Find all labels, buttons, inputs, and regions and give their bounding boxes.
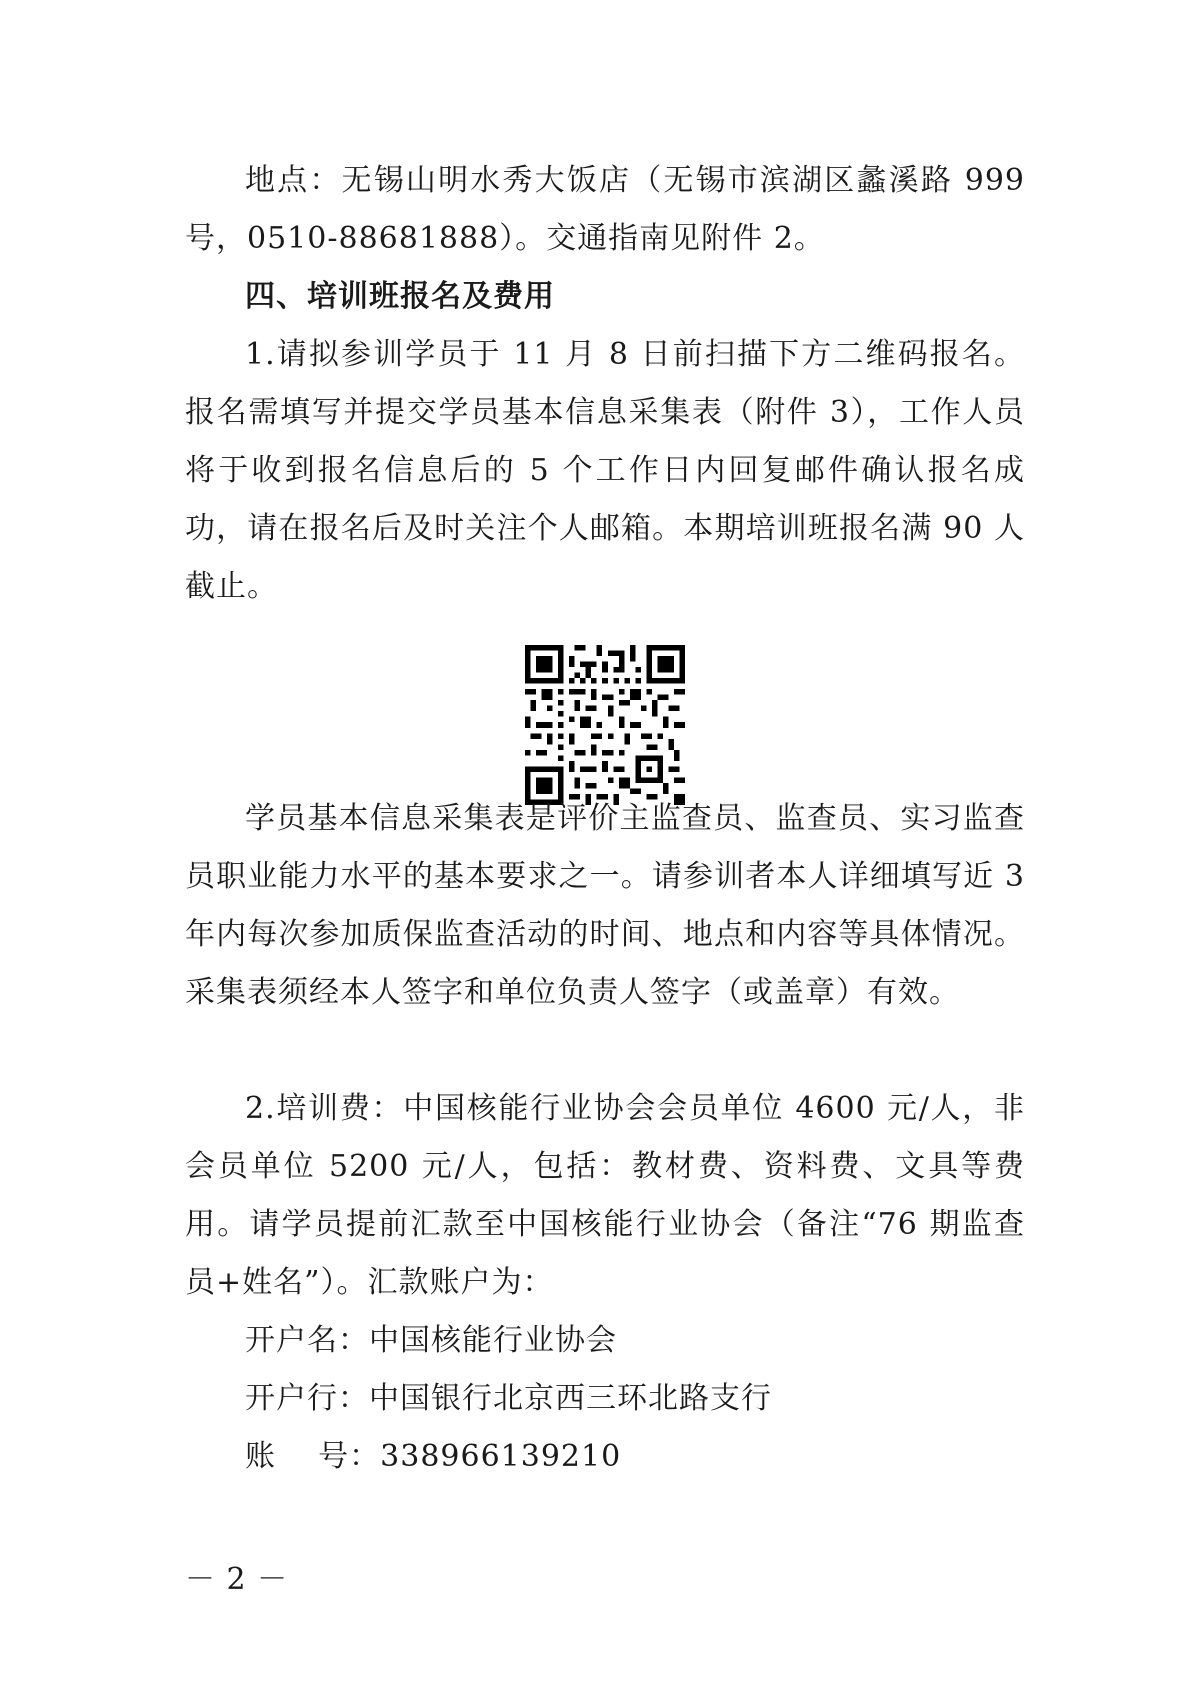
account-name: 开户名：中国核能行业协会: [245, 1323, 617, 1358]
fees-paragraph: 2.培训费：中国核能行业协会会员单位 4600 元/人，非会员单位 5200 元/人，包括：教材费、资料费、文具等费用。请学员提前汇款至中国核能行业协会（备注“76 期监查员+姓名”）。汇款账户为：: [185, 1091, 1025, 1300]
page-number: － 2 －: [185, 1562, 289, 1597]
account-bank: 开户行：中国银行北京西三环北路支行: [245, 1381, 772, 1416]
section-heading-registration: 四、培训班报名及费用: [245, 279, 555, 314]
form-note-paragraph: 学员基本信息采集表是评价主监查员、监查员、实习监查员职业能力水平的基本要求之一。请参训者本人详细填写近 3 年内每次参加质保监查活动的时间、地点和内容等具体情况。采集表须经本人签字和单位负责人签字（或盖章）有效。: [185, 801, 1025, 1010]
account-number: 账 号：338966139210: [245, 1439, 622, 1474]
location-paragraph: 地点：无锡山明水秀大饭店（无锡市滨湖区蠡溪路 999 号，0510-88681888）。交通指南见附件 2。: [185, 163, 1025, 256]
registration-qr-code[interactable]: [525, 645, 685, 805]
registration-paragraph: 1.请拟参训学员于 11 月 8 日前扫描下方二维码报名。报名需填写并提交学员基本信息采集表（附件 3），工作人员将于收到报名信息后的 5 个工作日内回复邮件确认报名成功，请在报名后及时关注个人邮箱。本期培训班报名满 90 人截止。: [185, 337, 1025, 604]
